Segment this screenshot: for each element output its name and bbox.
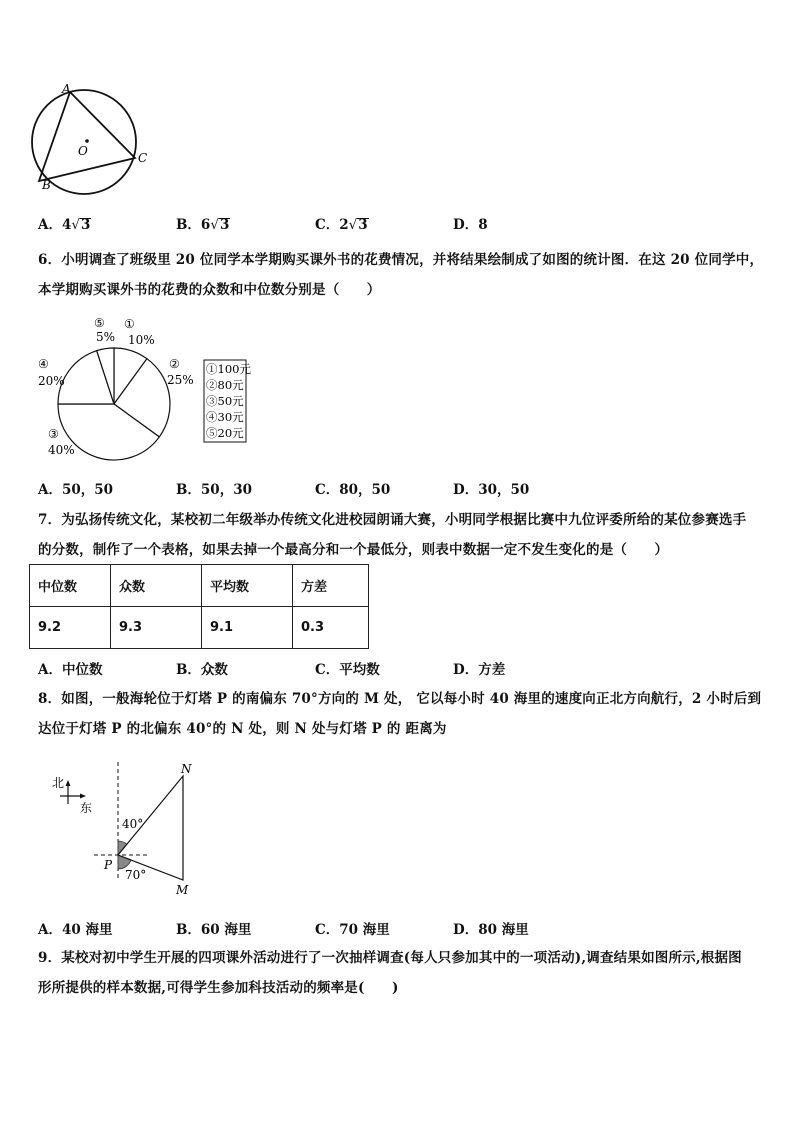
q5-option-c[interactable]: C．2√3 [315, 217, 368, 233]
pie-label-2-marker: ② [169, 357, 180, 371]
legend-item: ④30元 [206, 410, 244, 424]
q7-option-b[interactable]: B．众数 [176, 662, 228, 678]
q5-circle-figure [30, 80, 160, 198]
table-cell: 9.1 [202, 607, 293, 649]
pie-label-5-marker: ⑤ [94, 316, 105, 330]
center-point [85, 139, 89, 143]
q6-option-b[interactable]: B．50，30 [176, 482, 252, 498]
label-m: M [176, 883, 189, 897]
q9-text-line2: 形所提供的样本数据,可得学生参加科技活动的频率是( ) [38, 980, 399, 996]
q5-option-b[interactable]: B．6√3 [176, 217, 230, 233]
compass-north-label: 北 [52, 776, 65, 790]
q6-text-line2: 本学期购买课外书的花费的众数和中位数分别是（ ） [38, 282, 381, 298]
angle-top-label: 40° [122, 817, 144, 831]
pie-label-1-value: 10% [128, 333, 155, 347]
angle-bottom-label: 70° [125, 868, 147, 882]
q7-option-a[interactable]: A．中位数 [38, 662, 103, 678]
q6-option-d[interactable]: D．30，50 [453, 482, 530, 498]
pie-label-3-value: 40% [48, 443, 75, 457]
q7-option-c[interactable]: C．平均数 [315, 662, 380, 678]
table-cell: 9.3 [111, 607, 202, 649]
label-a: A [62, 82, 71, 96]
table-header-row [30, 565, 369, 607]
pie-label-5-value: 5% [96, 330, 116, 344]
q6-text-line1: 6．小明调查了班级里 20 位同学本学期购买课外书的花费情况，并将结果绘制成了如图的统计图．在这 20 位同学中， [38, 252, 764, 268]
q8-option-b[interactable]: B．60 海里 [176, 922, 252, 938]
table-header-cell: 方差 [293, 565, 369, 607]
q6-pie-chart [30, 312, 260, 462]
label-o: O [78, 144, 88, 158]
q8-lighthouse-figure [40, 760, 220, 900]
label-p: P [104, 858, 113, 872]
table-cell: 9.2 [30, 607, 111, 649]
label-b: B [42, 178, 51, 192]
table-header-cell: 中位数 [30, 565, 111, 607]
q9-text-line1: 9．某校对初中学生开展的四项课外活动进行了一次抽样调查(每人只参加其中的一项活动),调查结果如图所示,根据图 [38, 950, 742, 966]
q8-text-line1: 8．如图，一般海轮位于灯塔 P 的南偏东 70°方向的 M 处， 它以每小时 40 海里的速度向正北方向航行，2 小时后到 [38, 691, 762, 707]
q7-stats-table [29, 564, 369, 649]
q6-option-a[interactable]: A．50，50 [38, 482, 114, 498]
pie-label-1-marker: ① [124, 317, 135, 331]
q5-option-d[interactable]: D．8 [453, 217, 488, 233]
q7-option-d[interactable]: D．方差 [453, 662, 506, 678]
q8-option-c[interactable]: C．70 海里 [315, 922, 390, 938]
q7-text-line1: 7．为弘扬传统文化，某校初二年级举办传统文化进校园朗诵大赛，小明同学根据比赛中九位评委所给的某位参赛选手 [38, 512, 747, 528]
pie-label-3-marker: ③ [48, 427, 59, 441]
q8-option-a[interactable]: A．40 海里 [38, 922, 113, 938]
q7-text-line2: 的分数，制作了一个表格，如果去掉一个最高分和一个最低分，则表中数据一定不发生变化的是（ ） [38, 542, 669, 558]
legend-item: ⑤20元 [206, 426, 244, 440]
table-cell: 0.3 [293, 607, 369, 649]
label-c: C [138, 151, 148, 165]
pie-label-4-marker: ④ [38, 357, 49, 371]
table-header-cell: 众数 [111, 565, 202, 607]
q5-option-a[interactable]: A．4√3 [38, 217, 91, 233]
table-row [30, 607, 369, 649]
q6-option-c[interactable]: C．80，50 [315, 482, 391, 498]
legend-item: ①100元 [206, 362, 251, 376]
pie-label-2-value: 25% [167, 373, 194, 387]
compass-east-label: 东 [80, 801, 93, 815]
q8-text-line2: 达位于灯塔 P 的北偏东 40°的 N 处，则 N 处与灯塔 P 的 距离为 [38, 721, 447, 737]
table-header-cell: 平均数 [202, 565, 293, 607]
legend-item: ②80元 [206, 378, 244, 392]
pie-label-4-value: 20% [38, 374, 65, 388]
legend-item: ③50元 [206, 394, 244, 408]
q8-option-d[interactable]: D．80 海里 [453, 922, 529, 938]
label-n: N [181, 762, 192, 776]
